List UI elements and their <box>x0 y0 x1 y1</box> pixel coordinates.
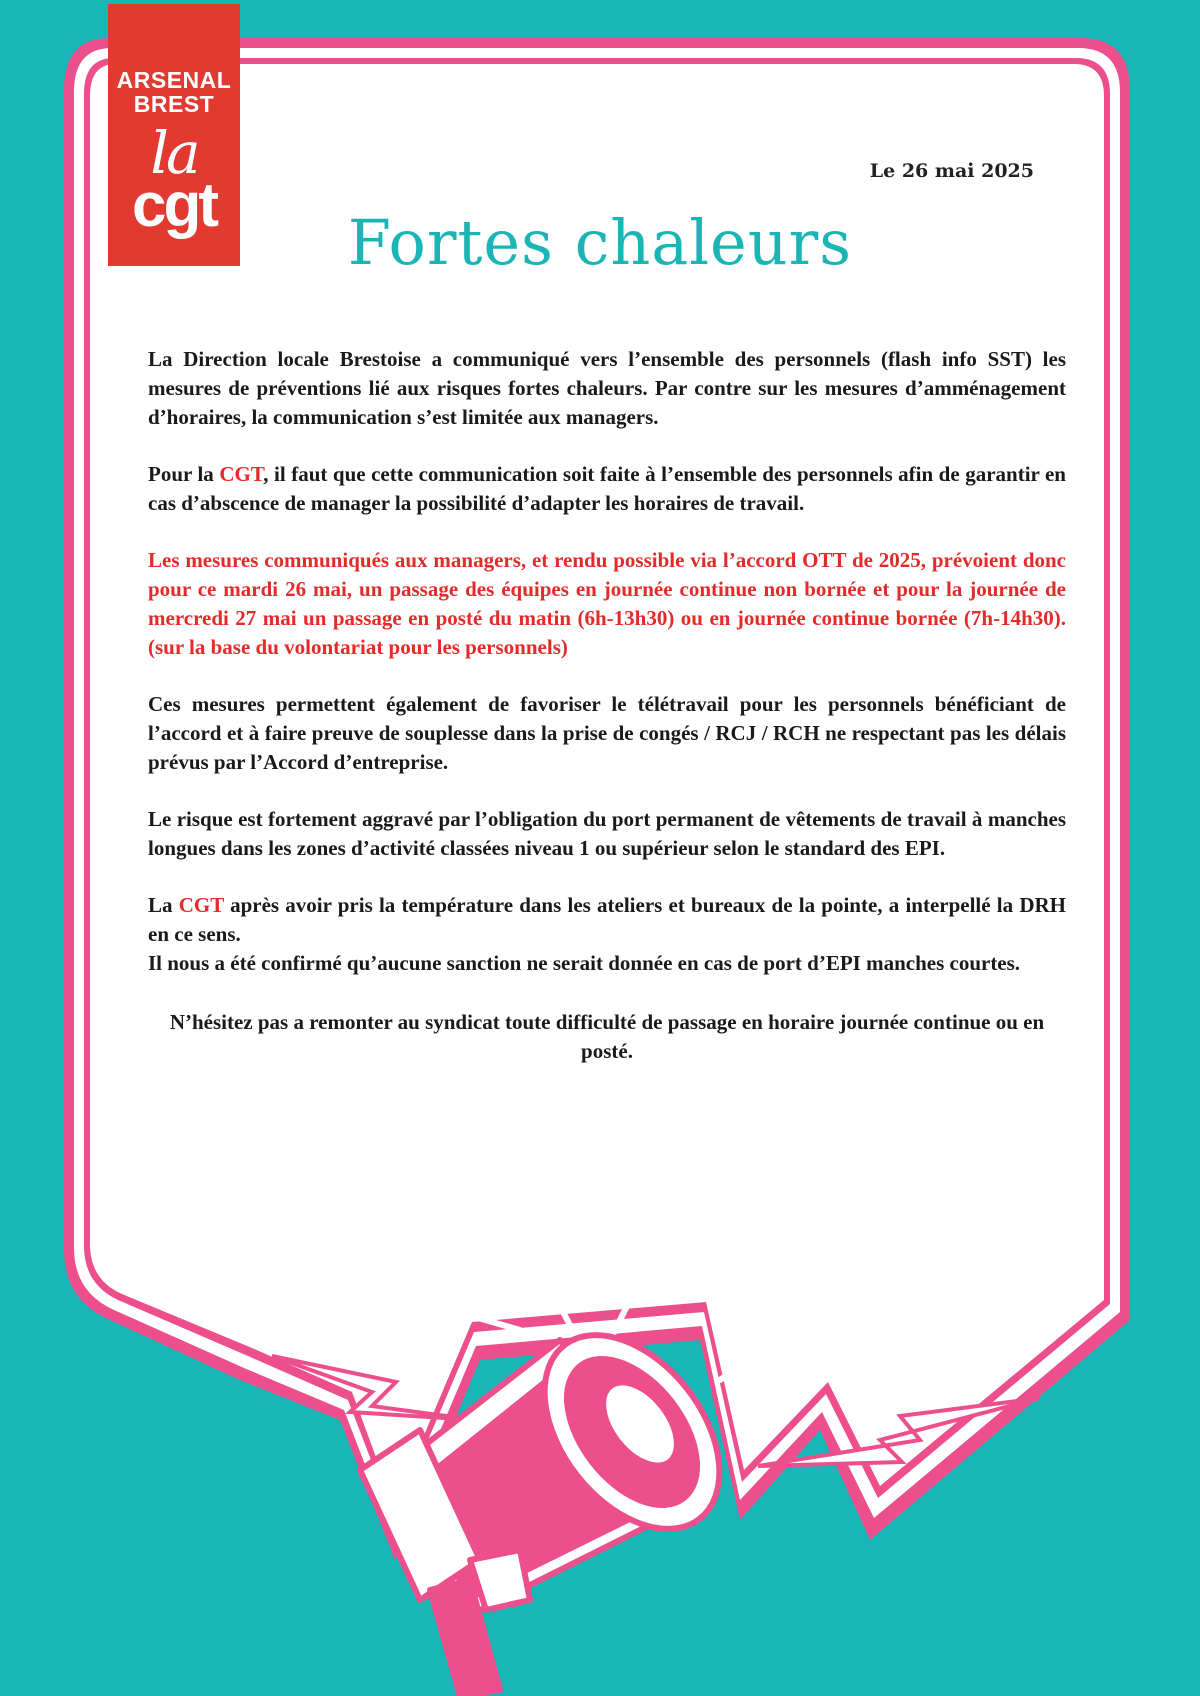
logo-line-arsenal: ARSENAL <box>116 67 232 93</box>
paragraph-2 <box>148 460 1066 518</box>
logo-cgt: cgt <box>132 171 216 240</box>
paragraph-7: Il nous a été confirmé qu’aucune sanction ne serait donnée en cas de port d’EPI manches courtes. <box>148 951 1021 975</box>
paragraph-4: Ces mesures permettent également de favoriser le télétravail pour les personnels bénéficiant de l’accord et à faire preuve de souplesse dans la prise de congés / RCJ / RCH ne respectant pas les délais prévus par l’Accord d’entreprise. <box>148 692 1066 774</box>
p6-text-post: après avoir pris la température dans les ateliers et bureaux de la pointe, a interpellé la DRH en ce sens. <box>148 893 1066 946</box>
cgt-highlight: CGT <box>178 893 224 917</box>
document-title: Fortes chaleurs <box>347 206 853 279</box>
paragraph-8-closing: N’hésitez pas a remonter au syndicat toute difficulté de passage en horaire journée continue ou en posté. <box>169 1010 1045 1063</box>
paragraph-5: Le risque est fortement aggravé par l’obligation du port permanent de vêtements de travail à manches longues dans les zones d’activité classées niveau 1 ou supérieur selon le standard des EPI. <box>148 807 1066 860</box>
p6-text-pre: La <box>148 893 179 917</box>
paragraph-3-highlight: Les mesures communiqués aux managers, et rendu possible via l’accord OTT de 2025, prévoient donc pour ce mardi 26 mai, un passage des équipes en journée continue non bornée et pour la journée de mercredi 27 mai un passage en posté du matin (6h-13h30) ou en journée continue bornée (7h-14h30). (sur la base du volontariat pour les personnels) <box>148 548 1066 659</box>
p2-text-post: , il faut que cette communication soit faite à l’ensemble des personnels afin de garantir en cas d’abscence de manager la possibilité d’adapter les horaires de travail. <box>148 462 1066 515</box>
p2-text-pre: Pour la <box>148 462 220 486</box>
document-date: Le 26 mai 2025 <box>869 160 1034 182</box>
document-body <box>148 345 1066 1094</box>
logo-la: la <box>150 119 198 187</box>
logo-line-brest: BREST <box>133 91 215 117</box>
paragraph-1: La Direction locale Brestoise a communiqué vers l’ensemble des personnels (flash info SST) les mesures de préventions lié aux risques fortes chaleurs. Par contre sur les mesures d’amménagement d’horaires, la communication s’est limitée aux managers. <box>148 347 1066 429</box>
paragraph-6 <box>148 891 1066 949</box>
cgt-highlight: CGT <box>219 462 264 486</box>
